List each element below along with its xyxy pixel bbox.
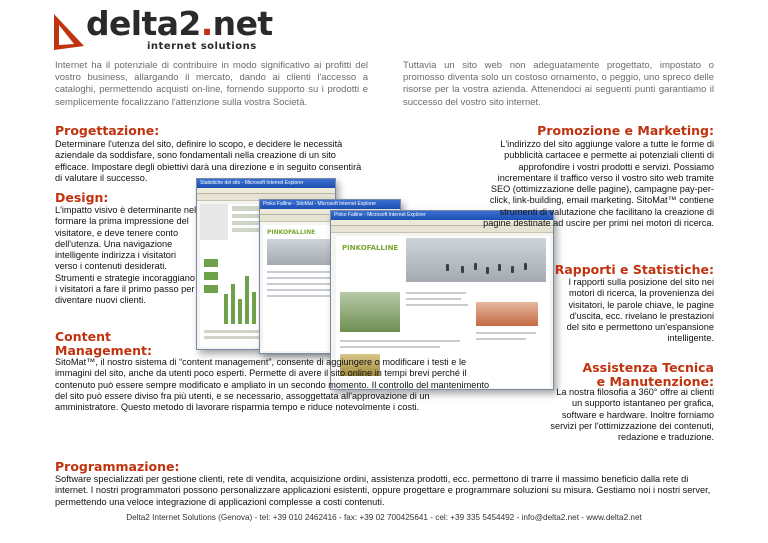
assistenza-text: La nostra filosofia a 360° offre ai clienti un supporto istantaneo per grafica, software e hardware. Inoltre forniamo servizi per l'ottimizzazione dei contenuti, redazione e traduzione. bbox=[550, 387, 714, 443]
site-brand: PINKOFALLINE bbox=[342, 244, 399, 252]
programmazione-heading: Programmazione: bbox=[55, 459, 180, 474]
design-heading: Design: bbox=[55, 190, 109, 205]
programmazione-text: Software specializzati per gestione clienti, rete di vendita, acquisizione ordini, assistenza prodotti, ecc. permettono di trarre il massimo beneficio dalla rete di internet. I nostri programmatori possono personalizzare applicazioni esistenti, oppure progettare e programmare soluzioni su misura. Gestiamo noi i nostri server, permettendo una veloce integrazione di applicazioni complesse a costi contenuti. bbox=[55, 474, 711, 507]
logo-name: delta2 bbox=[86, 4, 201, 43]
footer-contacts: Delta2 Internet Solutions (Genova) - tel: +39 010 2462416 - fax: +39 02 700425641 - cel: +39 335 5454492 - info@delta2.net - www.delta2.net bbox=[126, 513, 642, 522]
intro-right: Tuttavia un sito web non adeguatamente progettato, impostato o promosso diventa solo un costoso ornamento, o peggio, uno spreco delle risorse per la vostra azienda. Attenendoci ai seguenti punti garantiamo il successo del vostro sito internet. bbox=[403, 60, 714, 108]
assistenza-heading: Assistenza Tecnica e Manutenzione: bbox=[582, 360, 714, 389]
promozione-heading: Promozione e Marketing: bbox=[537, 123, 714, 138]
content-management-text: SitoMat™, il nostro sistema di “content management”, consente di aggiungere o modificare i testi e le immagini del sito, anche da utenti poco esperti. Permette di avere il sito online in tempi brevi perché il contenuto può essere sempre modificato e ampliato in un secondo momento. Il controllo del mantenimento del sito può essere diviso fra più utenti, e se necessario, assoggettata all'approvazione di un amministratore. Questo metodo di lavorare risparmia tempo e riduce notevolmente i costi. bbox=[55, 357, 490, 413]
content-management-heading: Content Management: bbox=[55, 329, 153, 358]
rapporti-text: I rapporti sulla posizione del sito nei motori di ricerca, la provenienza dei visitatori, le parole chiave, le pagine d'uscita, ecc. rivelano le prestazioni del sito e permettono un'espansione intelligente. bbox=[566, 277, 714, 344]
delta-triangle-icon bbox=[52, 12, 86, 52]
logo-dot: . bbox=[200, 4, 213, 43]
progettazione-heading: Progettazione: bbox=[55, 123, 160, 138]
promozione-text: L'indirizzo del sito aggiunge valore a tutte le forme di pubblicità cartacee e permette ai potenziali clienti di approfondire i vostri prodotti e servizi. Possiamo incrementare il traffico verso il vostro sito web tramite SEO (ottimizzazione delle pagine), campagne pay-per-click, link-building, email marketing. SitoMat™ contiene strumenti di valutazione che facilitano la creazione di pagine destinate ad uscire per primi nei motori di ricerca. bbox=[483, 139, 714, 229]
window-titlebar: Pinko Falline - SitoMat - Microsoft Internet Explorer bbox=[260, 200, 400, 209]
window-titlebar: Statistiche del sito - Microsoft Internet Explorer bbox=[197, 179, 335, 188]
site-brand: PINKOFALLINE bbox=[267, 229, 316, 236]
logo-wordmark bbox=[86, 6, 273, 42]
window-titlebar: Pinko Falline - Microsoft Internet Explorer bbox=[331, 211, 553, 220]
logo-tld: net bbox=[212, 4, 273, 43]
progettazione-text: Determinare l'utenza del sito, definire lo scopo, e decidere le necessità aziendale da soddisfare, sono fondamentali nella creazione di un sito efficace. Impostare degli obiettivi darà una direzione e in seguito consentirà di valutare il successo. bbox=[55, 139, 362, 183]
logo-subtitle: internet solutions bbox=[147, 41, 257, 52]
intro-left: Internet ha il potenziale di contribuire in modo significativo ai profitti del vostro business, allargando il mercato, dando ai clienti l'accesso a cataloghi, permettendo acquisti on-line, fornendo supporto su i prodotti e semplicemente focalizzano l'attenzione sulla vostra Società. bbox=[55, 60, 368, 108]
rapporti-heading: Rapporti e Statistiche: bbox=[554, 262, 714, 277]
design-text: L'impatto visivo è determinante nel formare la prima impressione del visitatore, e deve tenere conto dell'utenza. Una navigazione intelligente indirizza i visitatori verso i contenuti desiderati. Strumenti e strategie incoraggiano i visitatori a fare il primo passo per diventare nuovi clienti. bbox=[55, 205, 197, 306]
